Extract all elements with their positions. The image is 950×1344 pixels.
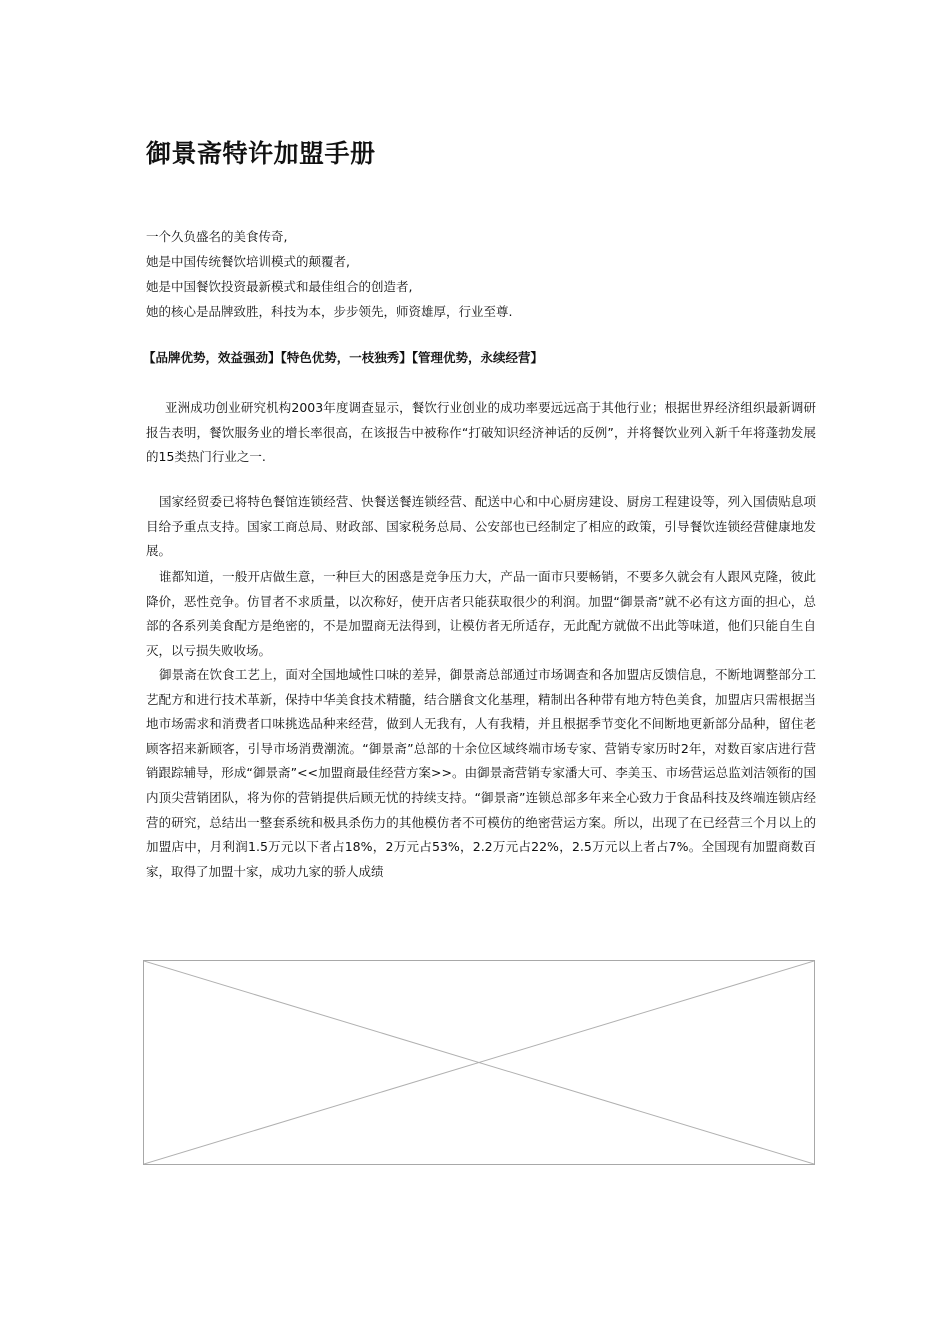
image-placeholder	[143, 960, 815, 1165]
advantages-heading: 【品牌优势，效益强劲】【特色优势，一枝独秀】【管理优势，永续经营】	[143, 350, 544, 365]
image-placeholder-cross	[144, 961, 814, 1164]
paragraph-government-support: 国家经贸委已将特色餐馆连锁经营、快餐送餐连锁经营、配送中心和中心厨房建设、厨房工程建设等，列入国债贴息项目给予重点支持。国家工商总局、财政部、国家税务总局、公安部也已经制定了相应的政策，引导餐饮连锁经营健康地发展。	[146, 494, 816, 559]
paragraph-craft-and-results: 御景斋在饮食工艺上，面对全国地域性口味的差异，御景斋总部通过市场调查和各加盟店反馈信息，不断地调整部分工艺配方和进行技术革新，保持中华美食技术精髓，结合膳食文化基理，精制出各种带有地方特色美食，加盟店只需根据当地市场需求和消费者口味挑选品种来经营，做到人无我有，人有我精，并且根据季节变化不间断地更新部分品种，留住老顾客招来新顾客，引导市场消费潮流。“御景斋”总部的十余位区域终端市场专家、营销专家历时2年，对数百家店进行营销跟踪辅导，形成“御景斋”<<加盟商最佳经营方案>>。由御景斋营销专家潘大可、李美玉、市场营运总监刘洁领衔的国内顶尖营销团队，将为你的营销提供后顾无忧的持续支持。“御景斋”连锁总部多年来全心致力于食品科技及终端连锁店经营的研究，总结出一整套系统和极具杀伤力的其他模仿者不可模仿的绝密营运方案。所以，出现了在已经营三个月以上的加盟店中，月利润1.5万元以下者占18%，2万元占53%，2.2万元占22%，2.5万元以上者占7%。全国现有加盟商数百家，取得了加盟十家，成功九家的骄人成绩	[146, 667, 816, 879]
intro-line: 她是中国传统餐饮培训模式的颠覆者,	[146, 254, 350, 269]
document-title: 御景斋特许加盟手册	[146, 139, 376, 168]
paragraph-industry-survey: 亚洲成功创业研究机构2003年度调查显示，餐饮行业创业的成功率要远远高于其他行业；根据世界经济组织最新调研报告表明，餐饮服务业的增长率很高，在该报告中被称作“打破知识经济神话的反例”，并将餐饮业列入新千年将蓬勃发展的15类热门行业之一.	[146, 400, 816, 465]
intro-line: 她是中国餐饮投资最新模式和最佳组合的创造者,	[146, 279, 413, 294]
intro-line: 她的核心是品牌致胜，科技为本，步步领先，师资雄厚，行业至尊.	[146, 304, 513, 319]
intro-block	[146, 224, 826, 324]
paragraph-competition: 谁都知道，一般开店做生意，一种巨大的困惑是竞争压力大，产品一面市只要畅销，不要多久就会有人跟风克隆，彼此降价，恶性竞争。仿冒者不求质量，以次称好，使开店者只能获取很少的利润。加盟“御景斋”就不必有这方面的担心，总部的各系列美食配方是绝密的，不是加盟商无法得到，让模仿者无所适存，无此配方就做不出此等味道，他们只能自生自灭，以亏损失败收场。	[146, 569, 816, 658]
intro-line: 一个久负盛名的美食传奇,	[146, 229, 288, 244]
